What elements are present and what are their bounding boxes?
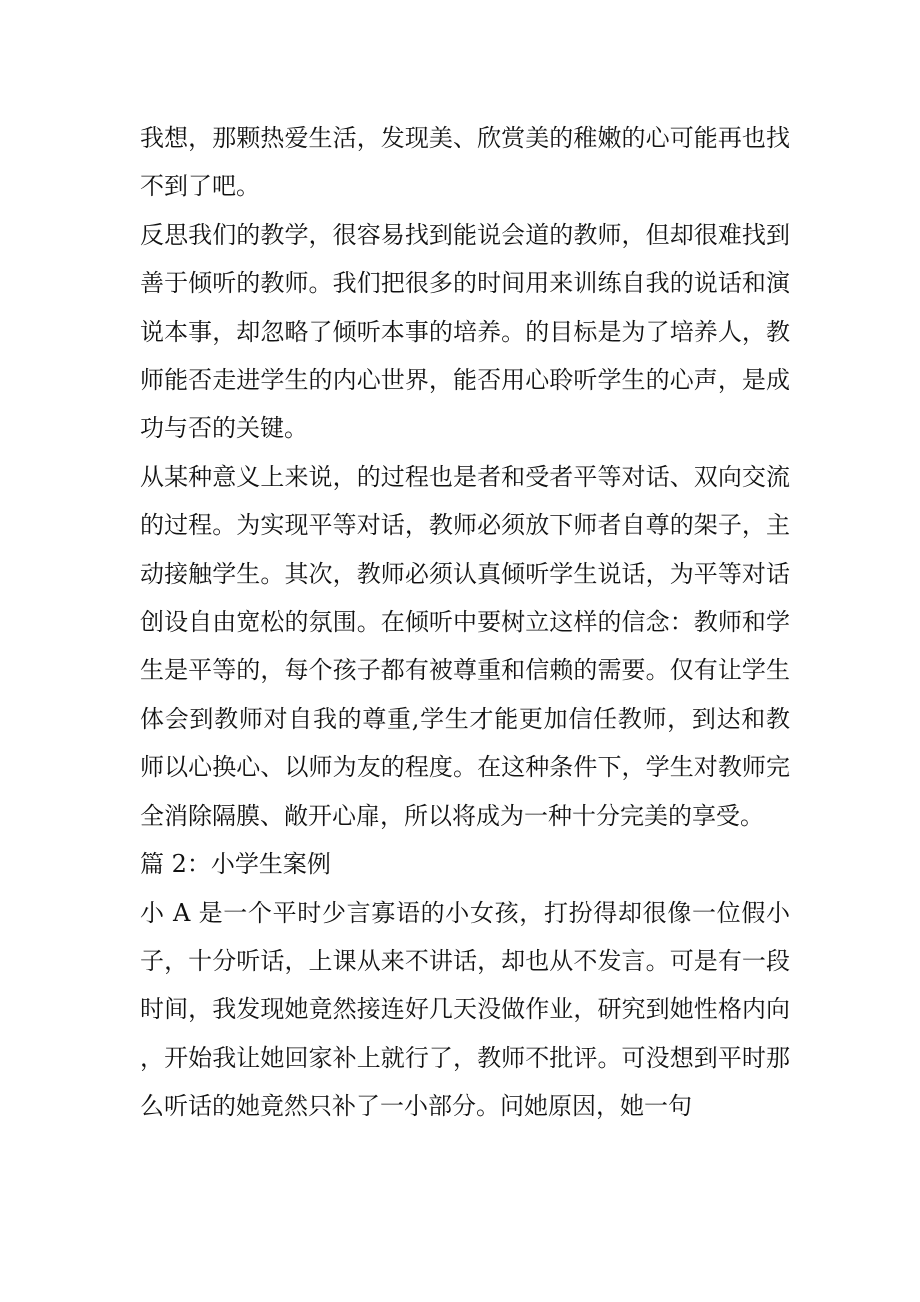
case-paragraph: 小 A 是一个平时少言寡语的小女孩，打扮得却很像一位假小子，十分听话，上课从来不讲话，却也从不发言。可是有一段时间，我发现她竟然接连好几天没做作业，研究到她性格内向，开始我让她回家补上就行了，教师不批评。可没想到平时那么听话的她竟然只补了一小部分。问她原因，她一句 <box>140 898 790 1121</box>
section-heading: 篇 2：小学生案例 <box>140 850 331 879</box>
paragraph-1: 我想，那颗热爱生活，发现美、欣赏美的稚嫩的心可能再也找不到了吧。 <box>140 124 790 201</box>
paragraph-3: 从某种意义上来说，的过程也是者和受者平等对话、双向交流的过程。为实现平等对话，教师必须放下师者自尊的架子，主动接触学生。其次，教师必须认真倾听学生说话，为平等对话创设自由宽松的氛围。在倾听中要树立这样的信念：教师和学生是平等的，每个孩子都有被尊重和信赖的需要。仅有让学生体会到教师对自我的尊重,学生才能更加信任教师，到达和教师以心换心、以师为友的程度。在这种条件下，学生对教师完全消除隔膜、敞开心扉，所以将成为一种十分完美的享受。 <box>140 462 790 830</box>
document-body <box>140 114 790 1131</box>
paragraph-2: 反思我们的教学，很容易找到能说会道的教师，但却很难找到善于倾听的教师。我们把很多的时间用来训练自我的说话和演说本事，却忽略了倾听本事的培养。的目标是为了培养人，教师能否走进学生的内心世界，能否用心聆听学生的心声，是成功与否的关键。 <box>140 220 790 443</box>
